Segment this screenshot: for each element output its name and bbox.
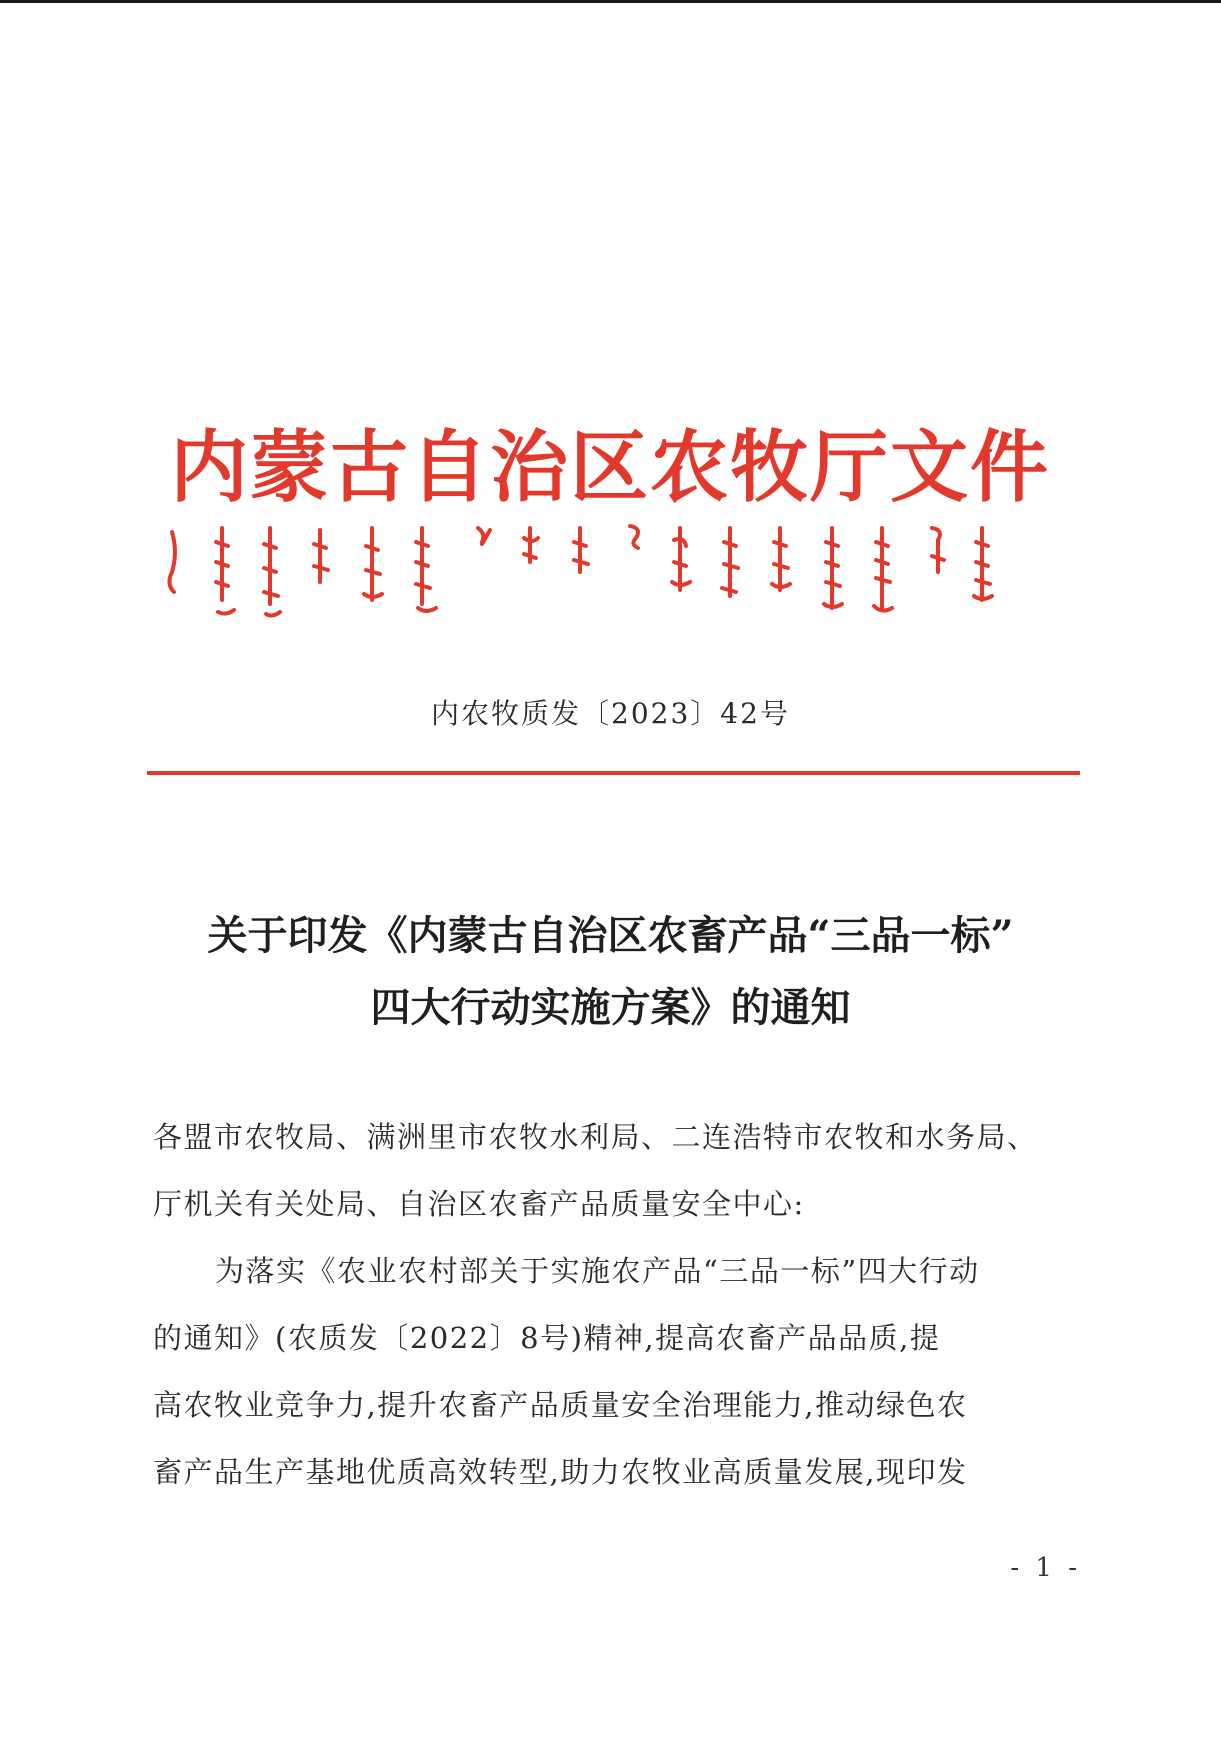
paragraph-line: 的通知》(农质发〔2022〕8号)精神,提高农畜产品品质,提 — [153, 1321, 941, 1355]
agency-masthead: 内蒙古自治区农牧厅文件 — [169, 422, 1050, 513]
mongolian-script-seal — [160, 522, 1060, 622]
title-line-2: 四大行动实施方案》的通知 — [370, 984, 851, 1031]
scan-edge — [0, 0, 1221, 3]
page-number: - 1 - — [1010, 1553, 1081, 1583]
document-title — [100, 900, 1121, 1044]
document-body — [153, 1104, 1083, 1506]
red-divider — [147, 771, 1080, 775]
paragraph-line: 畜产品生产基地优质高效转型,助力农牧业高质量发展,现印发 — [153, 1455, 968, 1489]
addressee-line-1: 各盟市农牧局、满洲里市农牧水利局、二连浩特市农牧和水务局、 — [153, 1120, 1038, 1154]
title-line-1: 关于印发《内蒙古自治区农畜产品“三品一标” — [207, 912, 1014, 959]
paragraph-line: 为落实《农业农村部关于实施农产品“三品一标”四大行动 — [215, 1254, 980, 1288]
document-number: 内农牧质发〔2023〕42号 — [431, 697, 790, 730]
addressee-line-2: 厅机关有关处局、自治区农畜产品质量安全中心: — [153, 1187, 805, 1221]
paragraph-line: 高农牧业竞争力,提升农畜产品质量安全治理能力,推动绿色农 — [153, 1388, 968, 1422]
